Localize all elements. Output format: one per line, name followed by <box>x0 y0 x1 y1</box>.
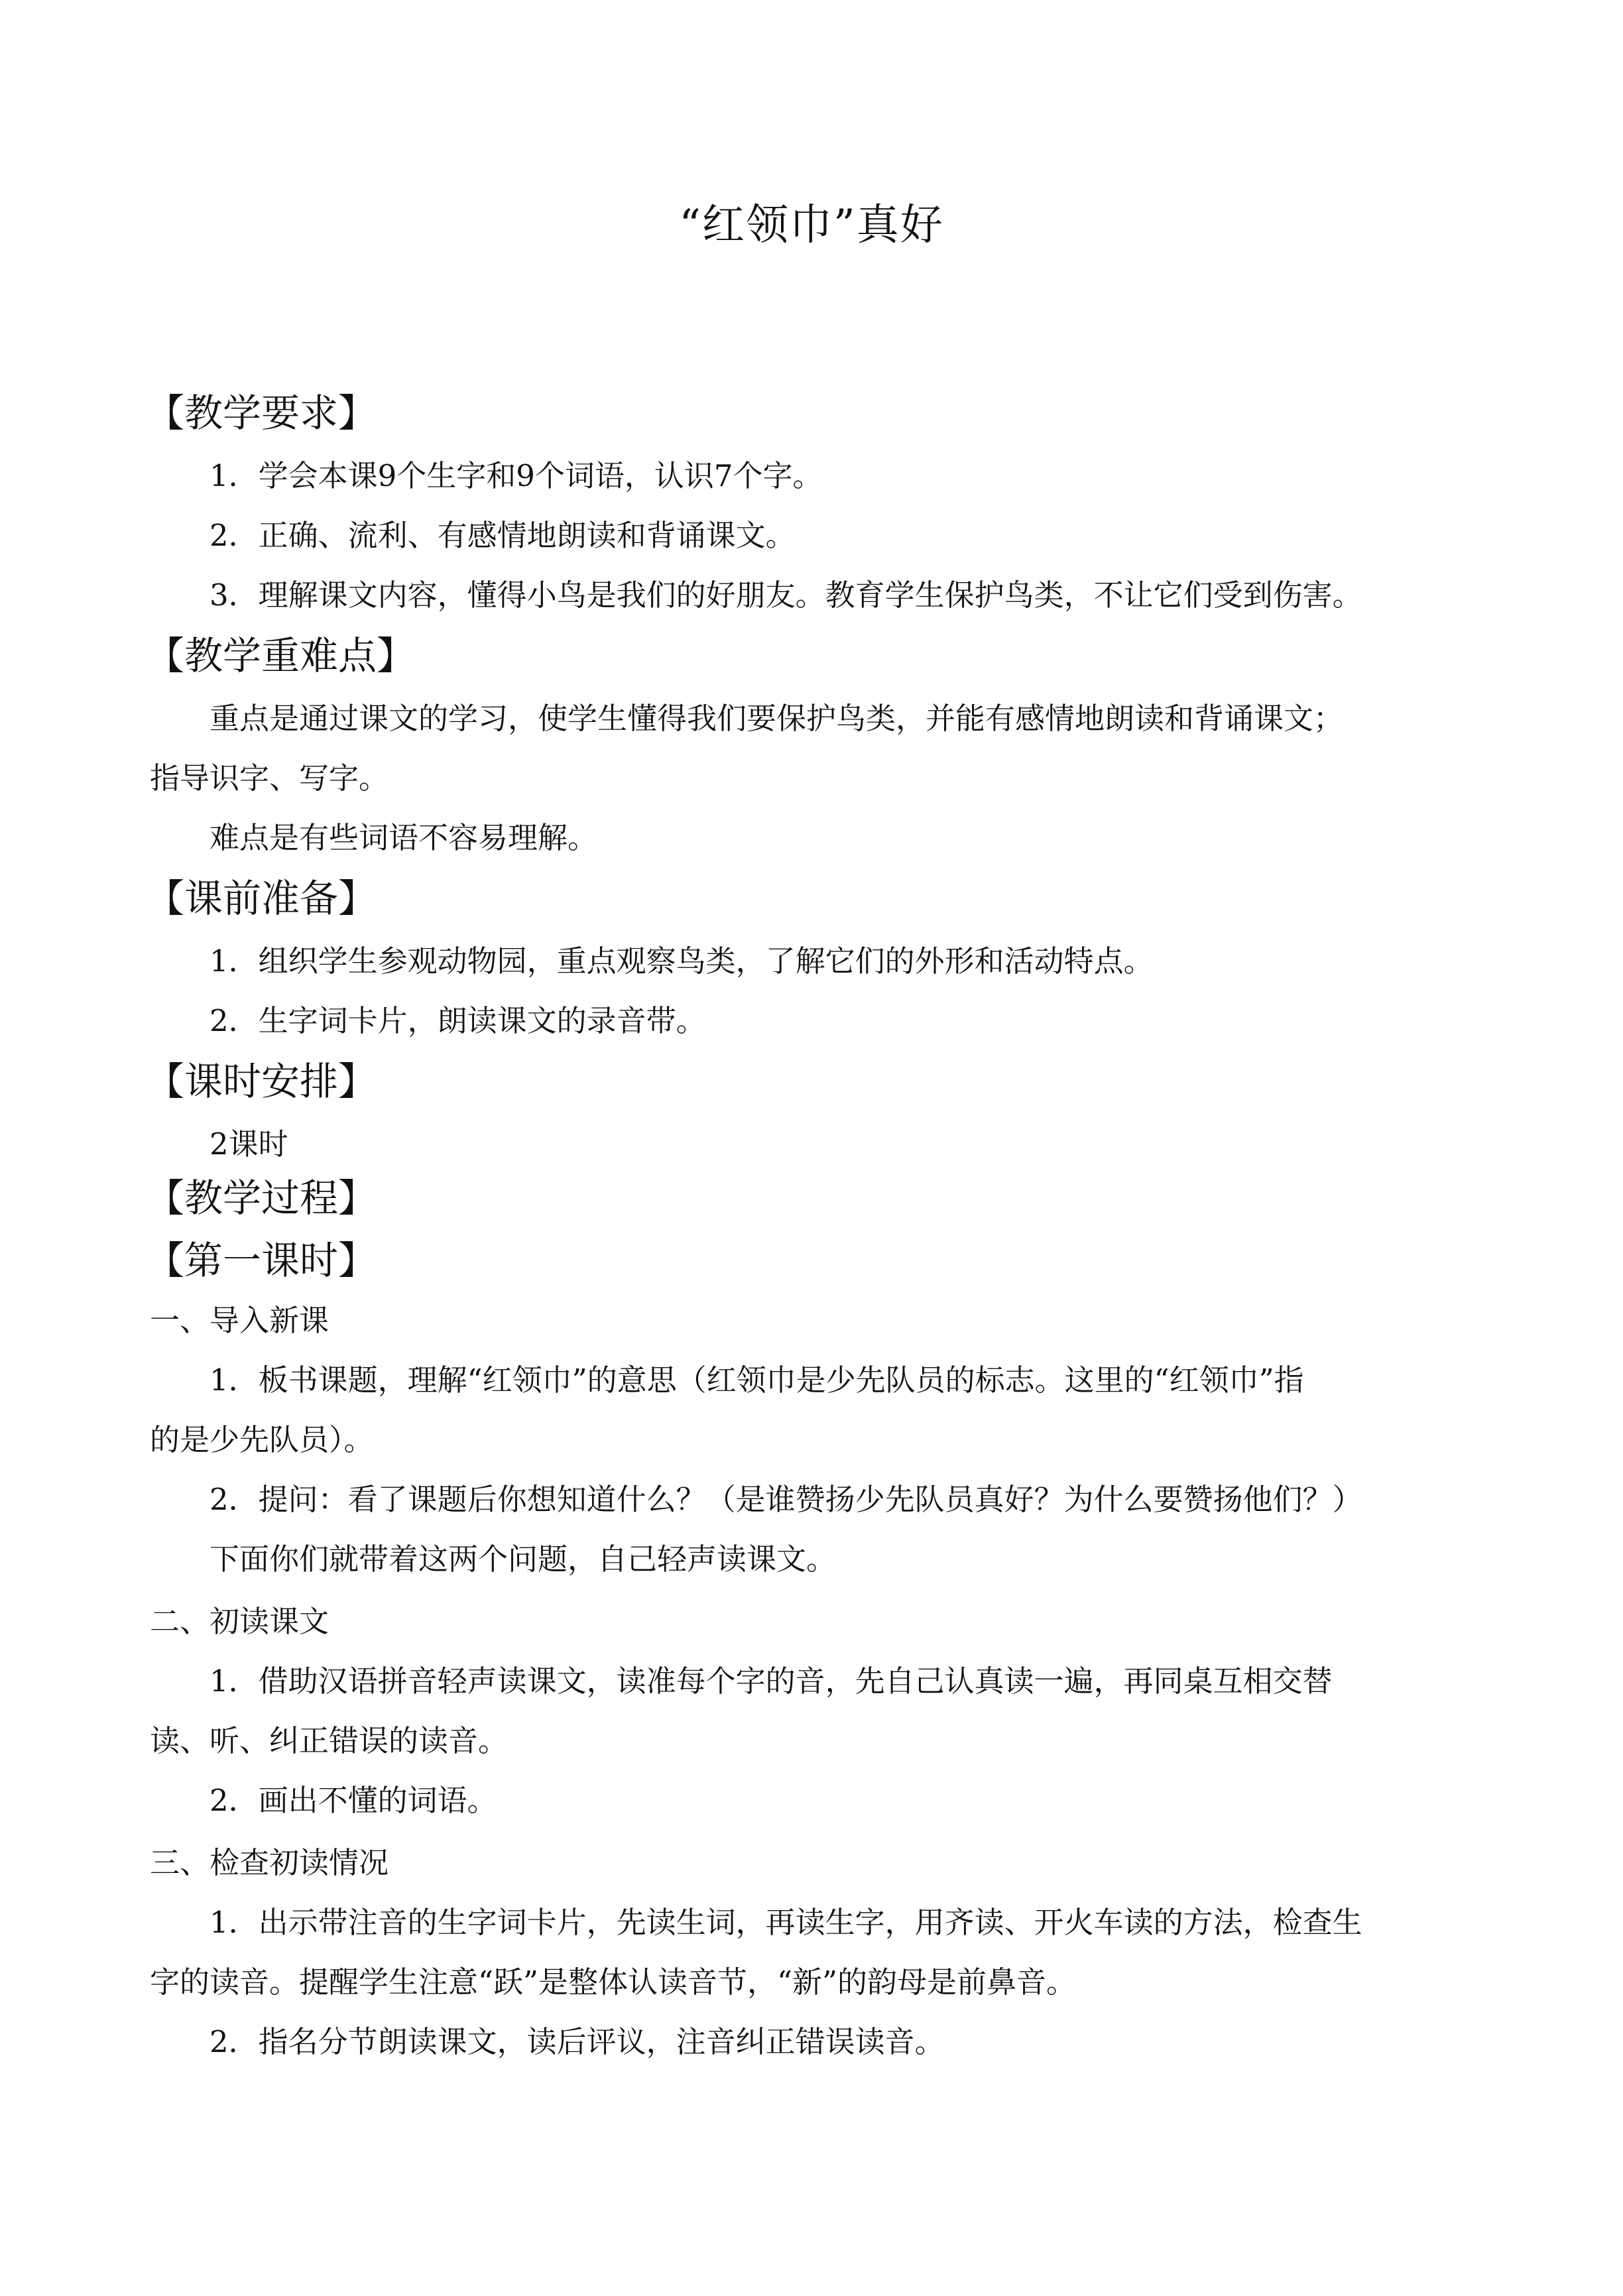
key-point-text: 难点是有些词语不容易理解。 <box>210 820 598 855</box>
section-title: 一、导入新课 <box>150 1303 330 1338</box>
preparation-item: 1．组织学生参观动物园，重点观察鸟类，了解它们的外形和活动特点。 <box>210 943 1154 979</box>
section-title: 三、检查初读情况 <box>150 1845 389 1880</box>
section-item: 1．板书课题，理解“红领巾”的意思（红领巾是少先队员的标志。这里的“红领巾”指 <box>210 1362 1304 1398</box>
section-item: 读、听、纠正错误的读音。 <box>150 1723 509 1758</box>
section-item: 字的读音。提醒学生注意“跃”是整体认读音节，“新”的韵母是前鼻音。 <box>150 1964 1077 2000</box>
section-item: 1．借助汉语拼音轻声读课文，读准每个字的音，先自己认真读一遍，再同桌互相交替 <box>210 1663 1333 1699</box>
key-point-text: 指导识字、写字。 <box>150 760 389 796</box>
heading-preparation: 【课前准备】 <box>146 876 377 921</box>
requirement-item: 1．学会本课9个生字和9个词语，认识7个字。 <box>210 458 823 493</box>
key-point-text: 重点是通过课文的学习，使学生懂得我们要保护鸟类，并能有感情地朗读和背诵课文； <box>210 701 1344 736</box>
section-item: 下面你们就带着这两个问题，自己轻声读课文。 <box>210 1541 837 1577</box>
requirement-item: 2．正确、流利、有感情地朗读和背诵课文。 <box>210 518 796 553</box>
section-title: 二、初读课文 <box>150 1604 330 1639</box>
heading-lesson-1: 【第一课时】 <box>146 1238 377 1283</box>
section-item: 2．提问：看了课题后你想知道什么？（是谁赞扬少先队员真好？为什么要赞扬他们？） <box>210 1482 1362 1517</box>
heading-key-points: 【教学重难点】 <box>146 633 416 678</box>
requirement-item: 3．理解课文内容，懂得小鸟是我们的好朋友。教育学生保护鸟类，不让它们受到伤害。 <box>210 577 1362 613</box>
section-item: 的是少先队员）。 <box>150 1422 374 1457</box>
schedule-text: 2课时 <box>210 1126 288 1162</box>
section-item: 2．画出不懂的词语。 <box>210 1783 497 1818</box>
section-item: 1．出示带注音的生字词卡片，先读生词，再读生字，用齐读、开火车读的方法，检查生 <box>210 1905 1362 1940</box>
heading-schedule: 【课时安排】 <box>146 1059 377 1104</box>
heading-process: 【教学过程】 <box>146 1176 377 1221</box>
document-title: “红领巾”真好 <box>679 201 944 250</box>
preparation-item: 2．生字词卡片，朗读课文的录音带。 <box>210 1003 706 1038</box>
heading-requirements: 【教学要求】 <box>146 391 377 436</box>
section-item: 2．指名分节朗读课文，读后评议，注音纠正错误读音。 <box>210 2024 945 2059</box>
